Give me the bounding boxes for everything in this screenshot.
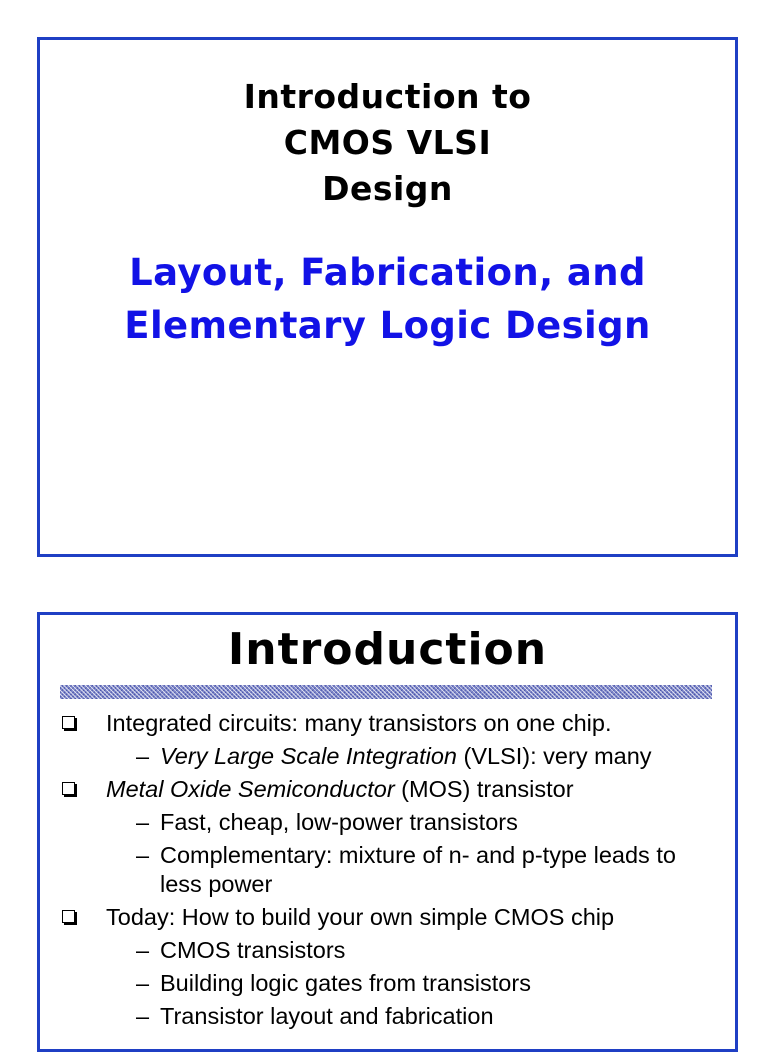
dash-bullet-icon: –: [136, 743, 150, 769]
title-line-1: Introduction to: [243, 77, 532, 116]
slide-subtitle: [40, 246, 735, 352]
checkbox-bullet-icon: [62, 782, 75, 795]
sub-bullet-item: [60, 934, 719, 967]
title-slide: [37, 37, 738, 557]
bullet-text: Today: How to build your own simple CMOS chip: [106, 904, 615, 930]
sub-bullet-item: [60, 1000, 719, 1033]
introduction-slide: [37, 612, 738, 1052]
bullet-list: [60, 707, 719, 1033]
dash-bullet-icon: –: [136, 809, 150, 835]
checkbox-bullet-icon: [62, 716, 75, 729]
subtitle-line-1: Layout, Fabrication, and: [129, 251, 646, 294]
bullet-text: CMOS transistors: [160, 937, 346, 963]
bullet-text: Building logic gates from transistors: [160, 970, 531, 996]
sub-bullet-item: [60, 740, 719, 773]
bullet-italic-text: Metal Oxide Semiconductor: [106, 776, 395, 802]
dash-bullet-icon: –: [136, 842, 150, 868]
dash-bullet-icon: –: [136, 1003, 150, 1029]
bullet-text: Integrated circuits: many transistors on one chip.: [106, 710, 612, 736]
checkbox-bullet-icon: [62, 910, 75, 923]
bullet-text: Complementary: mixture of n- and p-type leads to less power: [160, 842, 676, 897]
sub-bullet-item: [60, 967, 719, 1000]
title-line-2: CMOS VLSI: [283, 123, 492, 162]
bullet-text: Fast, cheap, low-power transistors: [160, 809, 518, 835]
bullet-text: (VLSI): very many: [456, 743, 652, 769]
title-line-3: Design: [322, 169, 453, 208]
sub-bullet-item: [60, 806, 719, 839]
slide-title: [40, 74, 735, 212]
bullet-italic-text: Very Large Scale Integration: [160, 743, 457, 769]
bullet-item: [60, 707, 719, 740]
dash-bullet-icon: –: [136, 937, 150, 963]
dash-bullet-icon: –: [136, 970, 150, 996]
bullet-text: (MOS) transistor: [394, 776, 574, 802]
patterned-divider: [60, 685, 712, 699]
slide-heading: Introduction: [227, 624, 548, 675]
bullet-item: [60, 773, 719, 806]
subtitle-line-2: Elementary Logic Design: [124, 304, 651, 347]
sub-bullet-item: [60, 839, 719, 901]
bullet-text: Transistor layout and fabrication: [160, 1003, 494, 1029]
bullet-item: [60, 901, 719, 934]
